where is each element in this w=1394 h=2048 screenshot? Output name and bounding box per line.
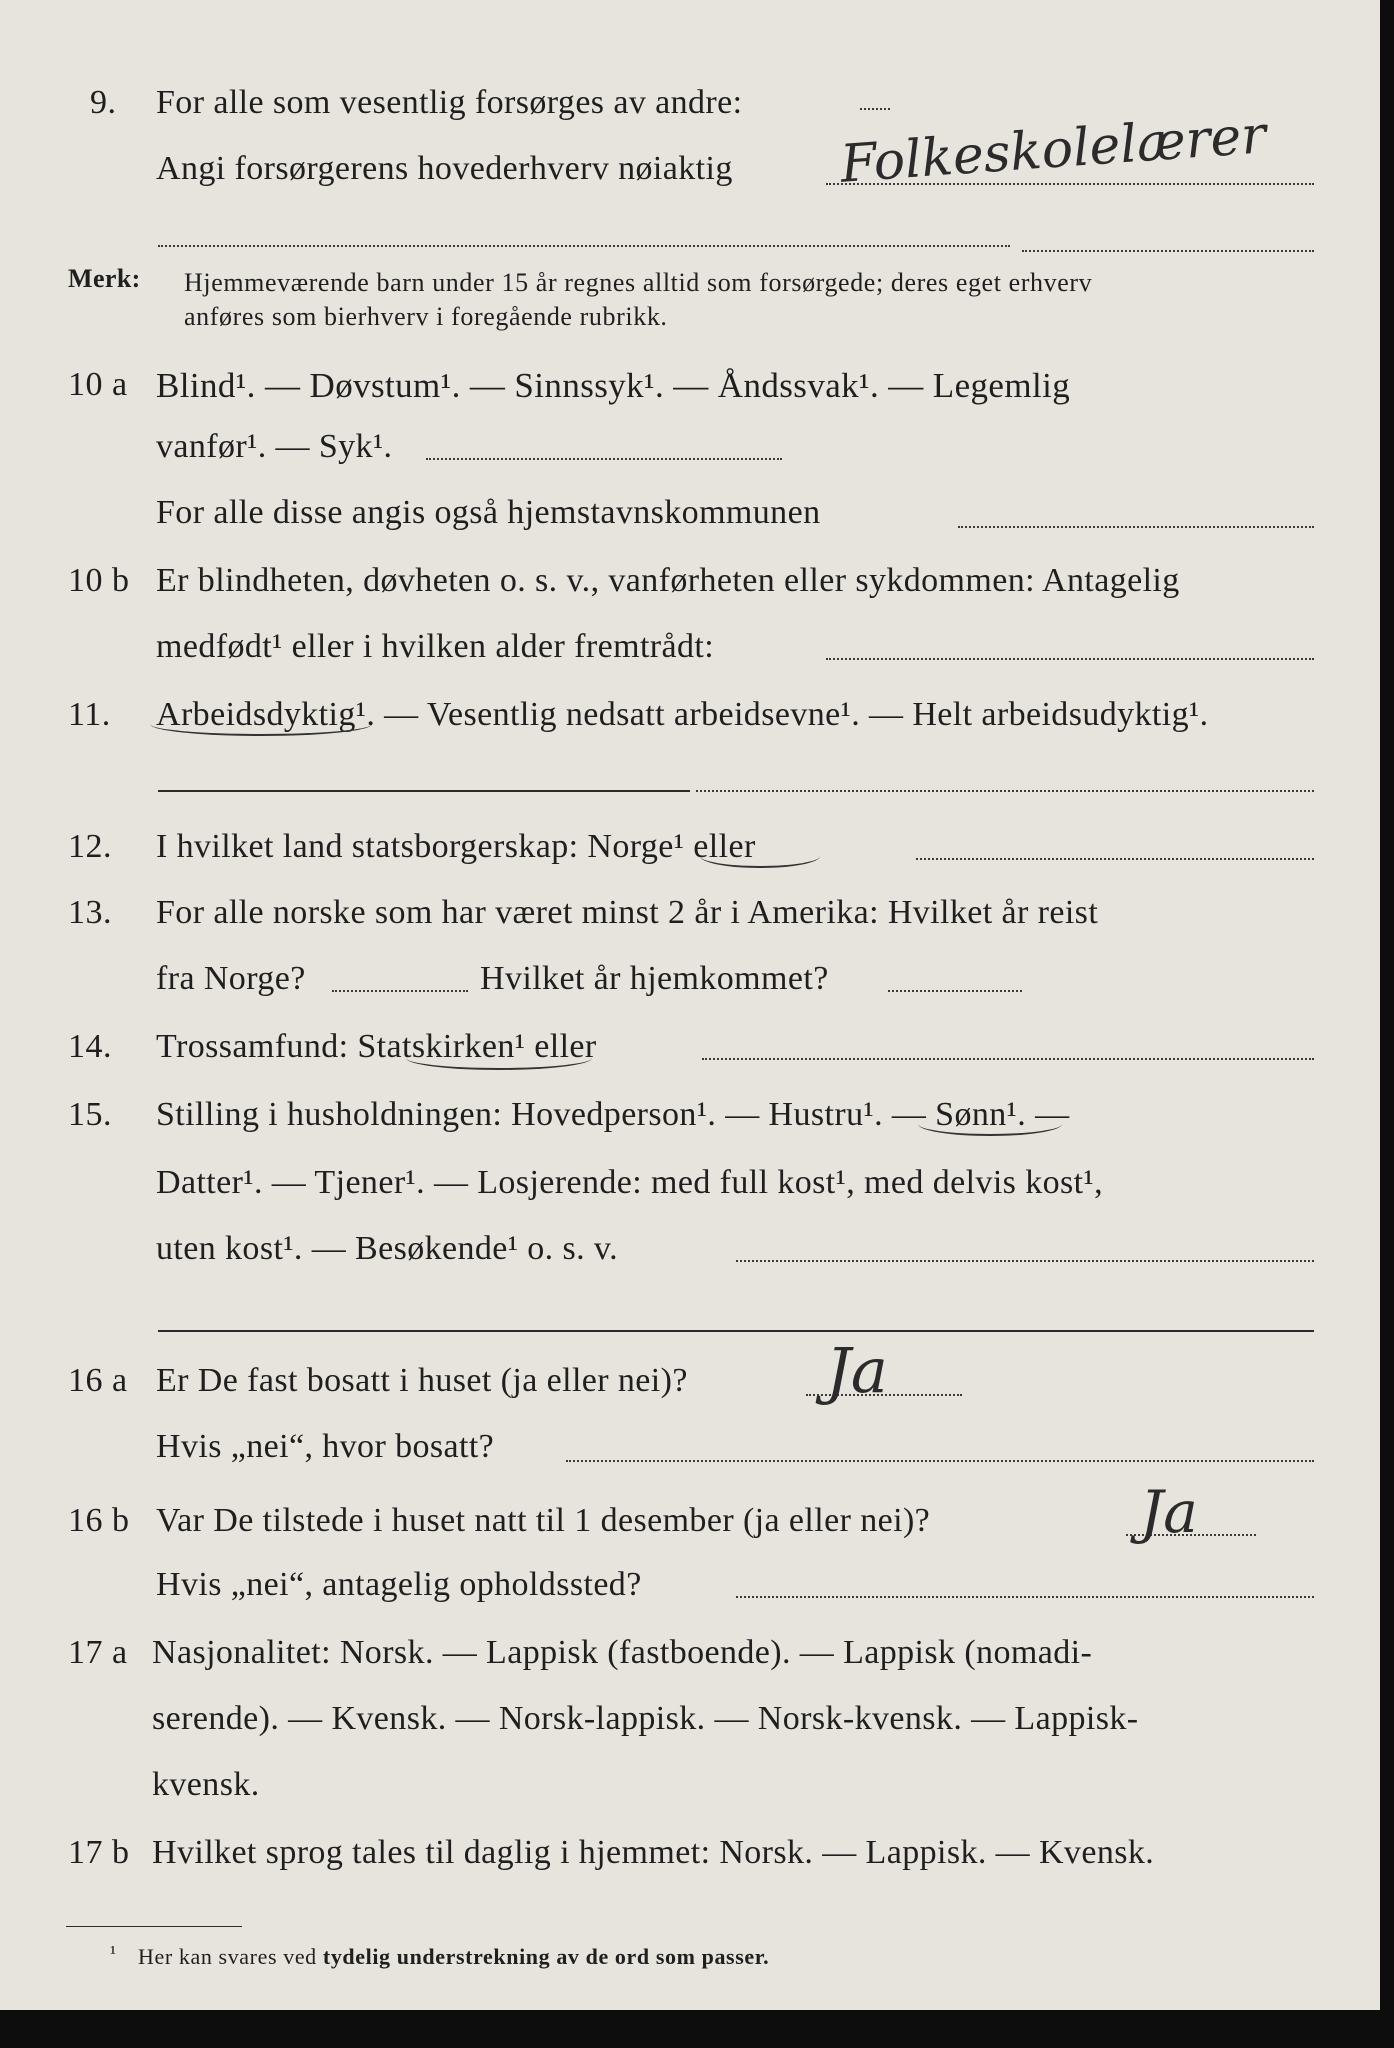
q10b-answer-dots[interactable] xyxy=(826,658,1314,660)
q15-line-2: Datter¹. — Tjener¹. — Losjerende: med full kost¹, med delvis kost¹, xyxy=(156,1164,1103,1201)
q16b-whereabouts-dots[interactable] xyxy=(736,1596,1314,1598)
q11-extra-line-b[interactable] xyxy=(696,790,1314,792)
note-line-2: anføres som bierhverv i foregående rubrikk. xyxy=(184,302,668,331)
question-number-16b: 16 b xyxy=(68,1502,130,1539)
question-number-17b: 17 b xyxy=(68,1834,130,1871)
q15-underline-mark xyxy=(918,1124,1062,1136)
q9-extra-line-a[interactable] xyxy=(158,245,1010,247)
q13-line-1: For alle norske som har været minst 2 år i Amerika: Hvilket år reist xyxy=(156,894,1099,931)
q14-underline-mark xyxy=(406,1058,592,1070)
q10b-line-1: Er blindheten, døvheten o. s. v., vanførheten eller sykdommen: Antagelig xyxy=(156,562,1180,599)
question-number-9: 9. xyxy=(90,84,117,121)
q9-extra-line-b[interactable] xyxy=(1022,250,1314,252)
footnote-text-bold: tydelig understrekning av de ord som passer. xyxy=(322,1944,770,1969)
q11-underline-mark xyxy=(150,724,372,736)
q14-answer-dots[interactable] xyxy=(702,1058,1314,1060)
q16b-line-1: Var De tilstede i huset natt til 1 desember (ja eller nei)? xyxy=(156,1502,931,1539)
q10a-home-municipality-dots[interactable] xyxy=(958,526,1314,528)
q10a-line-1: Blind¹. — Døvstum¹. — Sinnssyk¹. — Åndssvak¹. — Legemlig xyxy=(156,366,1071,405)
q16a-line-1: Er De fast bosatt i huset (ja eller nei)? xyxy=(156,1362,688,1399)
q12-underline-mark xyxy=(700,856,820,868)
q16a-line-2: Hvis „nei“, hvor bosatt? xyxy=(156,1428,495,1465)
q9-line-1: For alle som vesentlig forsørges av andre: xyxy=(156,84,743,121)
q10b-line-2: medfødt¹ eller i hvilken alder fremtrådt: xyxy=(156,628,715,665)
note-line-1: Hjemmeværende barn under 15 år regnes alltid som forsørgede; deres eget erhverv xyxy=(184,268,1093,297)
q14-line-1: Trossamfund: Statskirken¹ eller xyxy=(156,1028,597,1065)
q13-line-2b: Hvilket år hjemkommet? xyxy=(480,960,829,997)
q15-extra-line[interactable] xyxy=(158,1330,1314,1332)
q16a-residence-dots[interactable] xyxy=(566,1460,1314,1462)
q16b-line-2: Hvis „nei“, antagelig opholdssted? xyxy=(156,1566,642,1603)
footnote-text-plain: Her kan svares ved xyxy=(138,1944,317,1969)
question-number-14: 14. xyxy=(68,1028,112,1065)
q16a-handwritten-answer: Ja xyxy=(826,1334,888,1407)
q13-year-left-dots[interactable] xyxy=(332,990,468,992)
q15-line-3: uten kost¹. — Besøkende¹ o. s. v. xyxy=(156,1230,619,1267)
footnote-rule xyxy=(66,1926,242,1927)
q10a-line-2: vanfør¹. — Syk¹. xyxy=(156,428,393,465)
q12-line-1: I hvilket land statsborgerskap: Norge¹ eller xyxy=(156,828,756,865)
q17a-line-3: kvensk. xyxy=(152,1766,260,1803)
footnote-marker: ¹ xyxy=(110,1942,117,1964)
q11-extra-line-a[interactable] xyxy=(158,790,690,792)
question-number-11: 11. xyxy=(68,696,111,733)
q13-year-returned-dots[interactable] xyxy=(888,990,1022,992)
footnote-text xyxy=(138,1944,769,1970)
q17b-line-1: Hvilket sprog tales til daglig i hjemmet: Norsk. — Lappisk. — Kvensk. xyxy=(152,1834,1155,1871)
q16b-handwritten-answer: Ja xyxy=(1140,1478,1198,1546)
q9-line-1-dots xyxy=(860,108,890,110)
question-number-10a: 10 a xyxy=(68,366,128,403)
question-number-13: 13. xyxy=(68,894,112,931)
q13-line-2a: fra Norge? xyxy=(156,960,306,997)
q10a-answer-dots[interactable] xyxy=(426,458,782,460)
question-number-16a: 16 a xyxy=(68,1362,128,1399)
q9-line-2: Angi forsørgerens hovederhverv nøiaktig xyxy=(156,150,733,187)
question-number-10b: 10 b xyxy=(68,562,130,599)
note-label: Merk: xyxy=(68,264,141,293)
q15-answer-dots[interactable] xyxy=(736,1260,1314,1262)
question-number-15: 15. xyxy=(68,1096,112,1133)
q15-line-1: Stilling i husholdningen: Hovedperson¹. — Hustru¹. — Sønn¹. — xyxy=(156,1096,1070,1133)
q11-line-1: Arbeidsdyktig¹. — Vesentlig nedsatt arbeidsevne¹. — Helt arbeidsudyktig¹. xyxy=(156,696,1209,733)
q17a-line-2: serende). — Kvensk. — Norsk-lappisk. — Norsk-kvensk. — Lappisk- xyxy=(152,1700,1139,1737)
question-number-17a: 17 a xyxy=(68,1634,128,1671)
q12-answer-dots[interactable] xyxy=(916,858,1314,860)
question-number-12: 12. xyxy=(68,828,112,865)
q10a-line-3: For alle disse angis også hjemstavnskommunen xyxy=(156,494,821,531)
q17a-line-1: Nasjonalitet: Norsk. — Lappisk (fastboende). — Lappisk (nomadi- xyxy=(152,1634,1093,1671)
q9-handwritten-answer: Folkeskolelærer xyxy=(838,105,1268,195)
